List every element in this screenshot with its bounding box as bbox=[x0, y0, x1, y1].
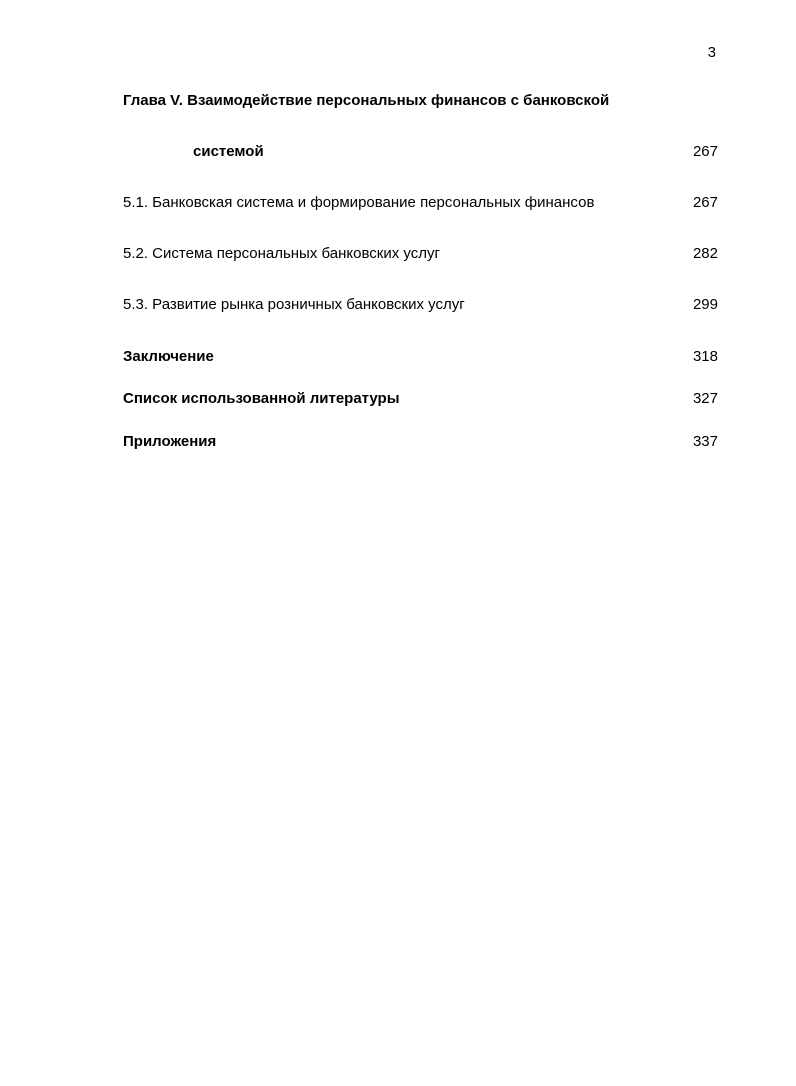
toc-appendices bbox=[0, 432, 796, 452]
bibliography-title: Список использованной литературы bbox=[123, 390, 400, 407]
section-title: 5.2. Система персональных банковских услуг bbox=[123, 245, 440, 262]
chapter-title-text: Глава V. Взаимодействие персональных финансов с банковской bbox=[123, 92, 610, 109]
bibliography-page-number: 327 bbox=[692, 390, 718, 407]
toc-chapter-title-line1 bbox=[0, 91, 796, 111]
appendices-page-number: 337 bbox=[692, 433, 718, 450]
toc-chapter-title-line2 bbox=[0, 142, 796, 162]
section-title: 5.3. Развитие рынка розничных банковских услуг bbox=[123, 296, 465, 313]
chapter-title-continuation: системой bbox=[193, 143, 264, 160]
toc-bibliography bbox=[0, 389, 796, 409]
section-page-number: 267 bbox=[692, 194, 718, 211]
chapter-page-number: 267 bbox=[692, 143, 718, 160]
section-title: 5.1. Банковская система и формирование персональных финансов bbox=[123, 194, 595, 211]
toc-section-5-1 bbox=[0, 193, 796, 213]
conclusion-title: Заключение bbox=[123, 348, 214, 365]
toc-section-5-3 bbox=[0, 295, 796, 315]
section-page-number: 282 bbox=[692, 245, 718, 262]
appendices-title: Приложения bbox=[123, 433, 217, 450]
conclusion-page-number: 318 bbox=[692, 348, 718, 365]
toc-section-5-2 bbox=[0, 244, 796, 264]
toc-conclusion bbox=[0, 347, 796, 367]
section-page-number: 299 bbox=[692, 296, 718, 313]
page-number: 3 bbox=[707, 44, 716, 61]
